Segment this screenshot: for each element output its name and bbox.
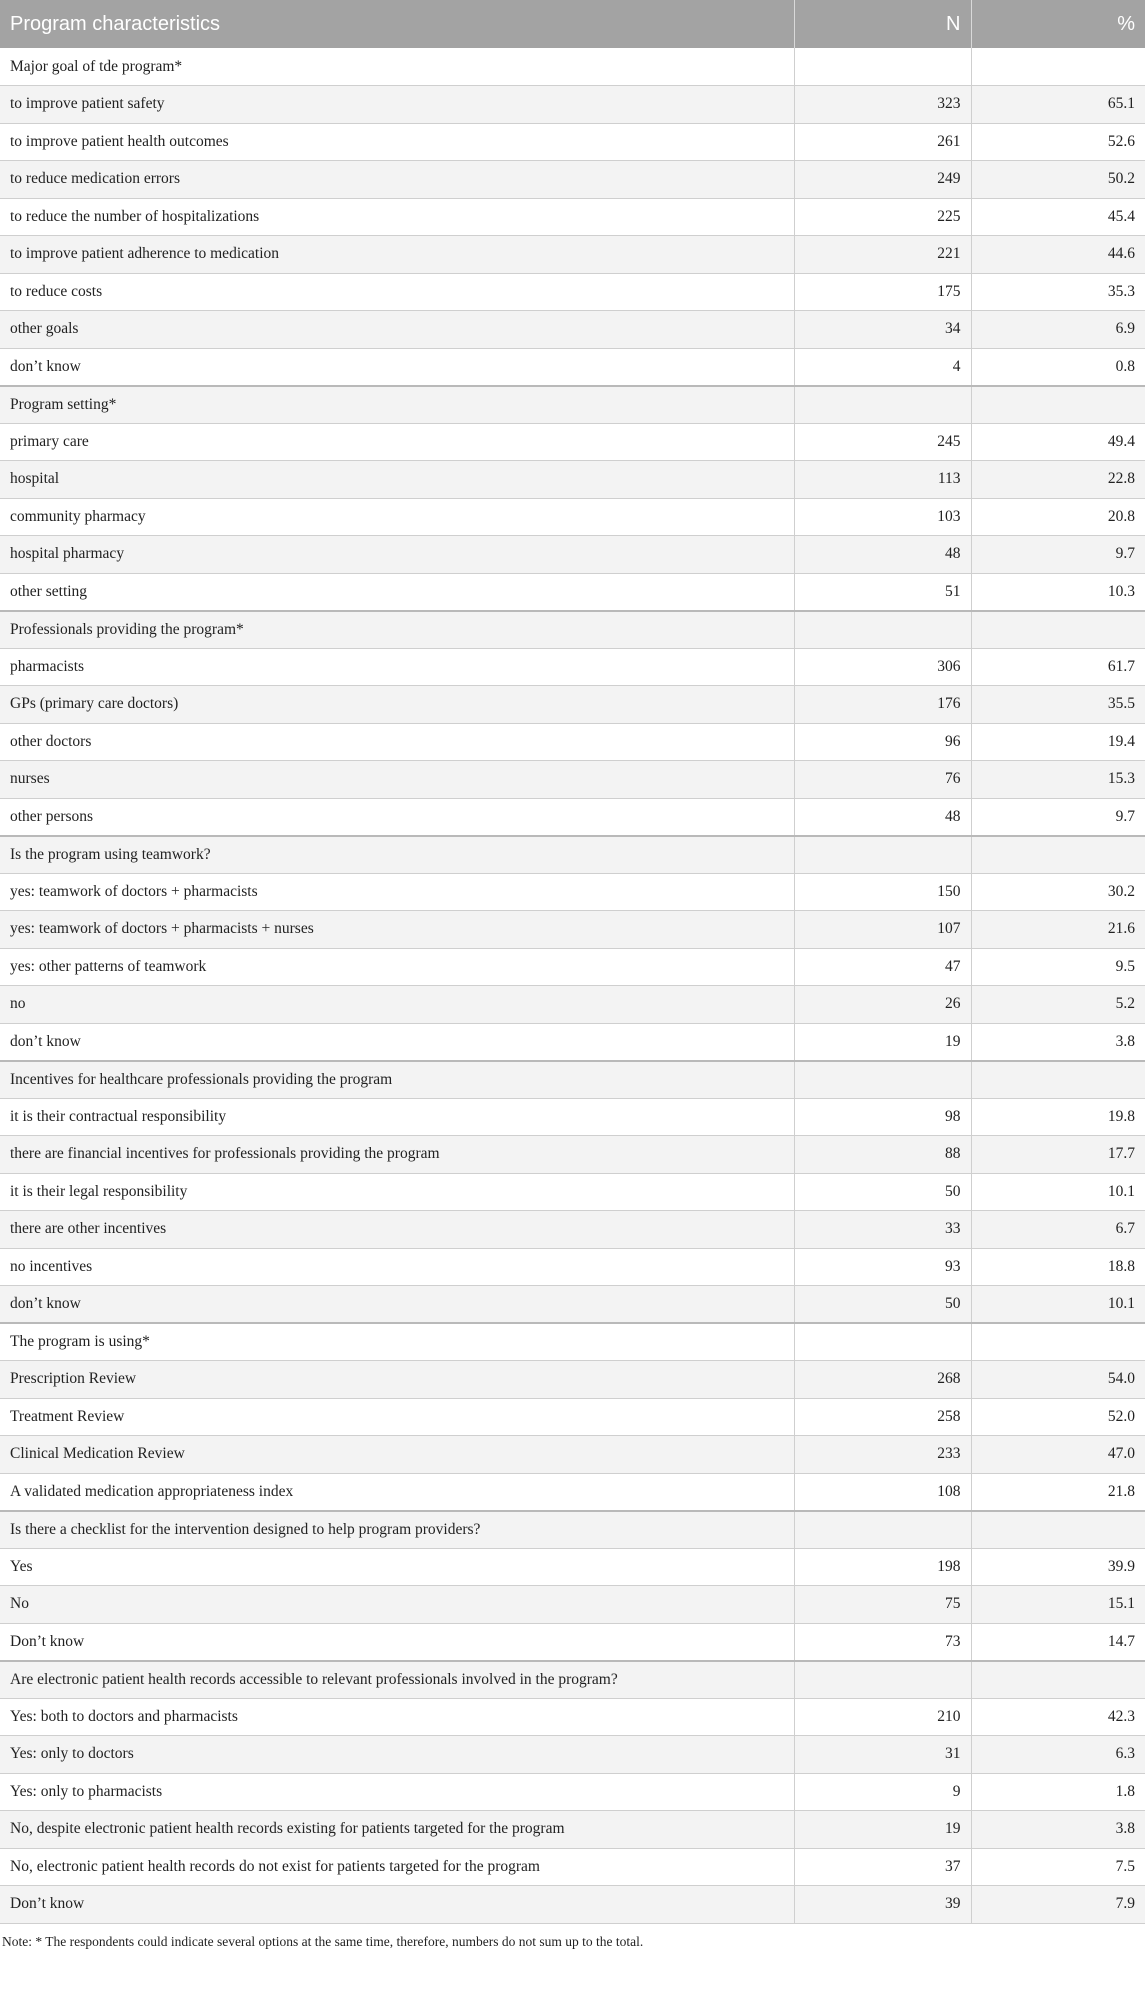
row-n-value: 50: [794, 1173, 971, 1211]
table-row: [0, 273, 1145, 311]
table-row: [0, 1773, 1145, 1811]
row-n-value: 176: [794, 686, 971, 724]
row-n-value: 47: [794, 948, 971, 986]
row-n-value: 88: [794, 1136, 971, 1174]
row-percent-value: 44.6: [971, 236, 1145, 274]
table-row: [0, 498, 1145, 536]
row-percent-value: 35.3: [971, 273, 1145, 311]
row-percent-value: 6.3: [971, 1736, 1145, 1774]
row-n-value: 9: [794, 1773, 971, 1811]
table-row: [0, 1548, 1145, 1586]
section-header-row: [0, 836, 1145, 874]
table-row: [0, 1886, 1145, 1924]
row-n-value: [794, 611, 971, 649]
row-label: Yes: only to doctors: [0, 1736, 794, 1774]
table-row: [0, 1586, 1145, 1624]
table-row: [0, 86, 1145, 124]
row-label: community pharmacy: [0, 498, 794, 536]
row-label: other setting: [0, 573, 794, 611]
header-n: N: [794, 0, 971, 48]
row-n-value: 19: [794, 1811, 971, 1849]
row-label: Are electronic patient health records accessible to relevant professionals involved in the program?: [0, 1661, 794, 1699]
table-row: [0, 423, 1145, 461]
table-header-row: [0, 0, 1145, 48]
table-row: [0, 723, 1145, 761]
row-label: to reduce medication errors: [0, 161, 794, 199]
row-n-value: 268: [794, 1361, 971, 1399]
row-percent-value: 0.8: [971, 348, 1145, 386]
header-program-characteristics: Program characteristics: [0, 0, 794, 48]
row-percent-value: [971, 836, 1145, 874]
row-n-value: 245: [794, 423, 971, 461]
row-n-value: 108: [794, 1473, 971, 1511]
row-label: other persons: [0, 798, 794, 836]
row-n-value: 233: [794, 1436, 971, 1474]
row-n-value: 258: [794, 1398, 971, 1436]
row-label: Program setting*: [0, 386, 794, 424]
row-percent-value: 3.8: [971, 1023, 1145, 1061]
row-label: yes: teamwork of doctors + pharmacists: [0, 873, 794, 911]
row-label: No, electronic patient health records do not exist for patients targeted for the program: [0, 1848, 794, 1886]
row-label: to improve patient health outcomes: [0, 123, 794, 161]
row-n-value: 103: [794, 498, 971, 536]
row-label: Is the program using teamwork?: [0, 836, 794, 874]
row-n-value: 323: [794, 86, 971, 124]
row-n-value: 33: [794, 1211, 971, 1249]
row-percent-value: 6.9: [971, 311, 1145, 349]
table-row: [0, 761, 1145, 799]
table-row: [0, 798, 1145, 836]
row-label: yes: other patterns of teamwork: [0, 948, 794, 986]
table-row: [0, 986, 1145, 1024]
row-n-value: 76: [794, 761, 971, 799]
row-label: Clinical Medication Review: [0, 1436, 794, 1474]
row-n-value: [794, 1661, 971, 1699]
row-label: Treatment Review: [0, 1398, 794, 1436]
table-row: [0, 1436, 1145, 1474]
row-label: Prescription Review: [0, 1361, 794, 1399]
row-label: Yes: [0, 1548, 794, 1586]
row-label: GPs (primary care doctors): [0, 686, 794, 724]
row-n-value: 34: [794, 311, 971, 349]
row-label: it is their legal responsibility: [0, 1173, 794, 1211]
row-label: don’t know: [0, 1023, 794, 1061]
row-label: yes: teamwork of doctors + pharmacists + nurses: [0, 911, 794, 949]
row-n-value: [794, 836, 971, 874]
row-n-value: 98: [794, 1098, 971, 1136]
row-n-value: 19: [794, 1023, 971, 1061]
row-percent-value: 10.1: [971, 1173, 1145, 1211]
row-n-value: 4: [794, 348, 971, 386]
table-row: [0, 123, 1145, 161]
row-percent-value: 65.1: [971, 86, 1145, 124]
row-percent-value: 3.8: [971, 1811, 1145, 1849]
row-percent-value: 52.0: [971, 1398, 1145, 1436]
row-label: hospital pharmacy: [0, 536, 794, 574]
row-percent-value: 9.5: [971, 948, 1145, 986]
row-percent-value: 42.3: [971, 1698, 1145, 1736]
row-percent-value: 35.5: [971, 686, 1145, 724]
table-body: [0, 48, 1145, 1923]
row-percent-value: [971, 1661, 1145, 1699]
table-row: [0, 1173, 1145, 1211]
table-row: [0, 236, 1145, 274]
row-n-value: 26: [794, 986, 971, 1024]
row-label: Yes: both to doctors and pharmacists: [0, 1698, 794, 1736]
row-n-value: 37: [794, 1848, 971, 1886]
row-percent-value: 6.7: [971, 1211, 1145, 1249]
row-n-value: 221: [794, 236, 971, 274]
row-percent-value: 49.4: [971, 423, 1145, 461]
row-n-value: 249: [794, 161, 971, 199]
row-label: there are financial incentives for professionals providing the program: [0, 1136, 794, 1174]
row-n-value: 48: [794, 536, 971, 574]
row-percent-value: 10.3: [971, 573, 1145, 611]
row-percent-value: [971, 1511, 1145, 1549]
row-n-value: 261: [794, 123, 971, 161]
table-row: [0, 1248, 1145, 1286]
row-percent-value: 45.4: [971, 198, 1145, 236]
row-percent-value: 47.0: [971, 1436, 1145, 1474]
row-label: pharmacists: [0, 648, 794, 686]
section-header-row: [0, 611, 1145, 649]
row-n-value: 198: [794, 1548, 971, 1586]
row-label: no incentives: [0, 1248, 794, 1286]
row-percent-value: 39.9: [971, 1548, 1145, 1586]
row-n-value: 39: [794, 1886, 971, 1924]
table-row: [0, 1811, 1145, 1849]
row-n-value: 113: [794, 461, 971, 499]
row-n-value: 96: [794, 723, 971, 761]
row-label: Yes: only to pharmacists: [0, 1773, 794, 1811]
table-row: [0, 161, 1145, 199]
row-n-value: [794, 1511, 971, 1549]
table-row: [0, 198, 1145, 236]
table-row: [0, 348, 1145, 386]
table-row: [0, 1473, 1145, 1511]
row-label: to improve patient safety: [0, 86, 794, 124]
row-n-value: 210: [794, 1698, 971, 1736]
row-percent-value: 7.9: [971, 1886, 1145, 1924]
row-percent-value: 1.8: [971, 1773, 1145, 1811]
row-percent-value: 22.8: [971, 461, 1145, 499]
row-label: to improve patient adherence to medication: [0, 236, 794, 274]
row-n-value: 51: [794, 573, 971, 611]
row-n-value: 48: [794, 798, 971, 836]
row-label: No: [0, 1586, 794, 1624]
table-row: [0, 1023, 1145, 1061]
row-percent-value: 52.6: [971, 123, 1145, 161]
row-label: don’t know: [0, 1286, 794, 1324]
row-percent-value: 10.1: [971, 1286, 1145, 1324]
row-label: other goals: [0, 311, 794, 349]
table-row: [0, 1698, 1145, 1736]
table-row: [0, 1848, 1145, 1886]
section-header-row: [0, 1323, 1145, 1361]
table-row: [0, 911, 1145, 949]
table-row: [0, 1736, 1145, 1774]
table-note: Note: * The respondents could indicate several options at the same time, therefore, numbers do not sum up to the total.: [2, 1933, 644, 1949]
table-row: [0, 311, 1145, 349]
table-row: [0, 1136, 1145, 1174]
section-header-row: [0, 1061, 1145, 1099]
row-n-value: 150: [794, 873, 971, 911]
row-label: A validated medication appropriateness index: [0, 1473, 794, 1511]
row-n-value: [794, 386, 971, 424]
row-percent-value: 20.8: [971, 498, 1145, 536]
table-row: [0, 648, 1145, 686]
row-n-value: [794, 48, 971, 86]
table-row: [0, 573, 1145, 611]
row-percent-value: 21.8: [971, 1473, 1145, 1511]
row-label: nurses: [0, 761, 794, 799]
row-percent-value: [971, 386, 1145, 424]
table-row: [0, 1361, 1145, 1399]
row-n-value: 93: [794, 1248, 971, 1286]
row-percent-value: [971, 1061, 1145, 1099]
section-header-row: [0, 1511, 1145, 1549]
row-percent-value: 7.5: [971, 1848, 1145, 1886]
table-row: [0, 873, 1145, 911]
table-row: [0, 1211, 1145, 1249]
row-n-value: [794, 1061, 971, 1099]
row-n-value: 107: [794, 911, 971, 949]
table-row: [0, 1623, 1145, 1661]
row-n-value: 75: [794, 1586, 971, 1624]
row-percent-value: 19.4: [971, 723, 1145, 761]
row-label: don’t know: [0, 348, 794, 386]
table-row: [0, 686, 1145, 724]
row-percent-value: 5.2: [971, 986, 1145, 1024]
row-percent-value: 50.2: [971, 161, 1145, 199]
row-label: Don’t know: [0, 1623, 794, 1661]
row-label: Incentives for healthcare professionals providing the program: [0, 1061, 794, 1099]
row-percent-value: 54.0: [971, 1361, 1145, 1399]
row-percent-value: 9.7: [971, 798, 1145, 836]
row-percent-value: 21.6: [971, 911, 1145, 949]
row-n-value: [794, 1323, 971, 1361]
row-percent-value: 61.7: [971, 648, 1145, 686]
row-label: to reduce costs: [0, 273, 794, 311]
row-n-value: 73: [794, 1623, 971, 1661]
table-row: [0, 536, 1145, 574]
row-n-value: 31: [794, 1736, 971, 1774]
section-header-row: [0, 386, 1145, 424]
row-label: Don’t know: [0, 1886, 794, 1924]
section-header-row: [0, 1661, 1145, 1699]
row-percent-value: 19.8: [971, 1098, 1145, 1136]
row-label: Professionals providing the program*: [0, 611, 794, 649]
table-row: [0, 948, 1145, 986]
row-label: hospital: [0, 461, 794, 499]
row-label: no: [0, 986, 794, 1024]
row-percent-value: 14.7: [971, 1623, 1145, 1661]
row-n-value: 175: [794, 273, 971, 311]
row-percent-value: 18.8: [971, 1248, 1145, 1286]
section-header-row: [0, 48, 1145, 86]
row-label: primary care: [0, 423, 794, 461]
row-n-value: 225: [794, 198, 971, 236]
row-percent-value: 9.7: [971, 536, 1145, 574]
header-percent: %: [971, 0, 1145, 48]
row-label: Is there a checklist for the intervention designed to help program providers?: [0, 1511, 794, 1549]
table-row: [0, 1098, 1145, 1136]
row-percent-value: 17.7: [971, 1136, 1145, 1174]
row-percent-value: 15.3: [971, 761, 1145, 799]
row-percent-value: [971, 48, 1145, 86]
row-n-value: 306: [794, 648, 971, 686]
row-label: there are other incentives: [0, 1211, 794, 1249]
table-row: [0, 461, 1145, 499]
row-label: it is their contractual responsibility: [0, 1098, 794, 1136]
row-label: to reduce the number of hospitalizations: [0, 198, 794, 236]
row-percent-value: 30.2: [971, 873, 1145, 911]
row-percent-value: 15.1: [971, 1586, 1145, 1624]
table-row: [0, 1398, 1145, 1436]
row-n-value: 50: [794, 1286, 971, 1324]
row-label: other doctors: [0, 723, 794, 761]
row-percent-value: [971, 611, 1145, 649]
row-percent-value: [971, 1323, 1145, 1361]
row-label: Major goal of tde program*: [0, 48, 794, 86]
row-label: The program is using*: [0, 1323, 794, 1361]
row-label: No, despite electronic patient health records existing for patients targeted for the program: [0, 1811, 794, 1849]
table-row: [0, 1286, 1145, 1324]
